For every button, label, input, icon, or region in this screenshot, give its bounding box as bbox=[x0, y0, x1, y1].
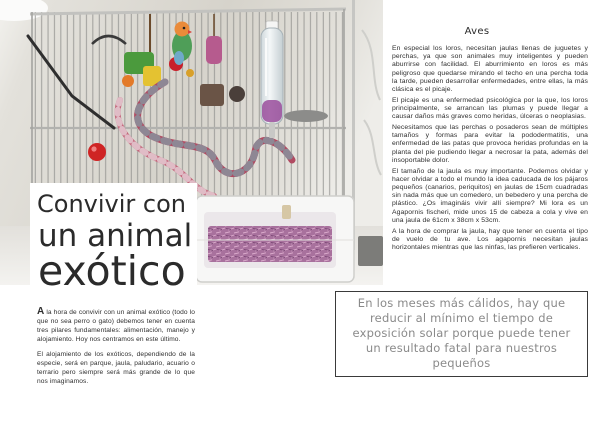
bucket bbox=[358, 236, 383, 266]
intro-column bbox=[37, 307, 195, 392]
section-body bbox=[392, 45, 588, 255]
section-paragraph-5: A la hora de comprar la jaula, hay que tener en cuenta el tipo de vuelo de tu ave. Los agapornis necesitan jaulas horizontales mientras que las ninfas, las prefieren verticales. bbox=[392, 227, 588, 252]
section-paragraph-3: Necesitamos que las perchas o posaderos sean de múltiples tamaños y formas para evitar la pododermatitis, una enfermedad de las patas que provoca heridas profundas en la planta del pie pudiendo llegar a necrosar la pata, además del insoportable dolor. bbox=[392, 124, 588, 164]
pull-quote-text: En los meses más cálidos, hay que reducir al mínimo el tiempo de exposición solar porque puede tener un resultado fatal para nuestros pequeños bbox=[352, 296, 571, 370]
intro-paragraph-1: A la hora de convivir con un animal exótico (todo lo que no sea perro o gato) debemos tener en cuenta tres pilares fundamentales: alimentación, manejo y alojamiento. Hoy nos centramos en este último. bbox=[37, 306, 195, 343]
title-line-1: Convivir con bbox=[37, 190, 186, 218]
title-line-2: un animal bbox=[38, 218, 193, 254]
section-paragraph-1: En especial los loros, necesitan jaulas llenas de juguetes y perchas, ya que son animales muy inteligentes y pueden aburrirse con facilidad. El aburrimiento en loros es más peligroso que quedarse mirando el techo en una percha toda la tarde, pueden desarrollar enfermedades, entre ellas, la más clásica es el picaje. bbox=[392, 45, 588, 94]
red-ball-toy bbox=[88, 143, 106, 161]
title-line-3: exótico bbox=[38, 247, 186, 295]
title-box bbox=[30, 183, 197, 293]
section-paragraph-2: El picaje es una enfermedad psicológica por la que, los loros principalmente, se arrancan las plumas y puede llegar a causar daños más graves como heridas, úlceras o neoplasias. bbox=[392, 96, 588, 121]
pull-quote bbox=[335, 291, 588, 377]
cage-tray bbox=[196, 196, 354, 282]
section-heading: Aves bbox=[464, 26, 490, 37]
intro-paragraph-2: El alojamiento de los exóticos, dependiendo de la especie, será en parque, jaula, paludario, acuario o terrario pero siempre será más grande de lo que nos imaginamos. bbox=[37, 351, 195, 385]
water-bottle bbox=[261, 21, 283, 138]
section-paragraph-4: El tamaño de la jaula es muy importante. Podemos olvidar y hacer olvidar a todo el mundo la idea caducada de los pájaros pequeños (canarios, periquitos) en jaulas de 15cm cuadradas sin nada más que un comedero, un bebedero y una percha de plástico. ¿Os imagináis vivir allí siempre? Mi lora es un Agapornis fischeri, mide unos 15 de cabeza a cola y vive en una jaula de 61cm x 38cm x 53cm. bbox=[392, 167, 588, 224]
